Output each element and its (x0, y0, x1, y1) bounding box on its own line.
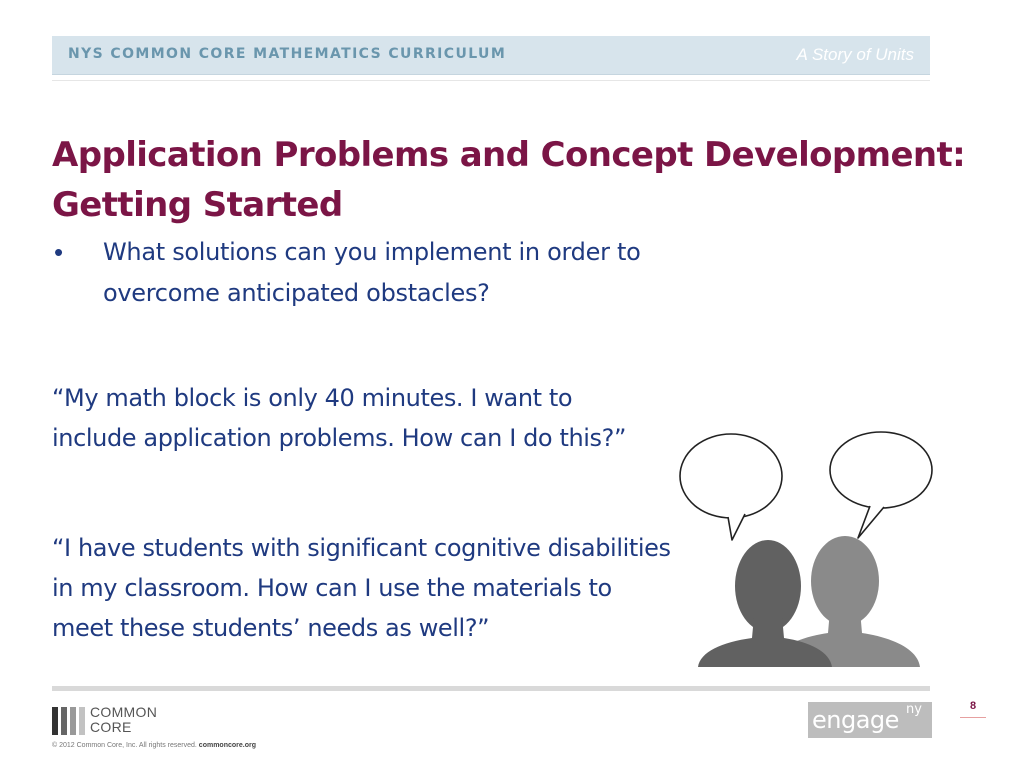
bullet-marker: • (54, 237, 64, 267)
teacher-quote-1: “My math block is only 40 minutes. I want to include application problems. How can I do this?” (52, 384, 627, 452)
common-core-logo (52, 706, 212, 736)
curriculum-title: NYS COMMON CORE MATHEMATICS CURRICULUM (68, 46, 507, 62)
logo-line-core: CORE (90, 719, 132, 735)
copyright-link[interactable]: commoncore.org (198, 742, 256, 749)
slide-title: Application Problems and Concept Development: Getting Started (52, 135, 966, 225)
bullet-question: What solutions can you implement in order to overcome anticipated obstacles? (103, 238, 641, 307)
footer-divider (52, 686, 930, 691)
copyright-notice (52, 742, 256, 749)
left-speech-bubble-icon (680, 434, 782, 540)
header-divider (52, 80, 930, 81)
common-core-bars-icon (52, 707, 86, 735)
engage-wordmark: engage (812, 706, 899, 734)
header-bar (52, 36, 930, 75)
right-speech-bubble-icon (830, 432, 932, 538)
engage-ny-superscript: ny (906, 702, 922, 717)
copyright-text: © 2012 Common Core, Inc. All rights reserved. (52, 742, 197, 749)
person-silhouette-left-icon (698, 540, 832, 667)
teacher-quote-2: “I have students with significant cognitive disabilities in my classroom. How can I use the materials to meet these students’ needs as well?” (52, 534, 671, 642)
logo-line-common: COMMON (90, 704, 158, 720)
engageny-logo (808, 702, 932, 738)
two-people-speech-bubbles-icon (670, 428, 940, 673)
page-number: 8 (960, 700, 986, 718)
curriculum-subtitle: A Story of Units (796, 45, 914, 64)
common-core-wordmark (90, 705, 157, 735)
